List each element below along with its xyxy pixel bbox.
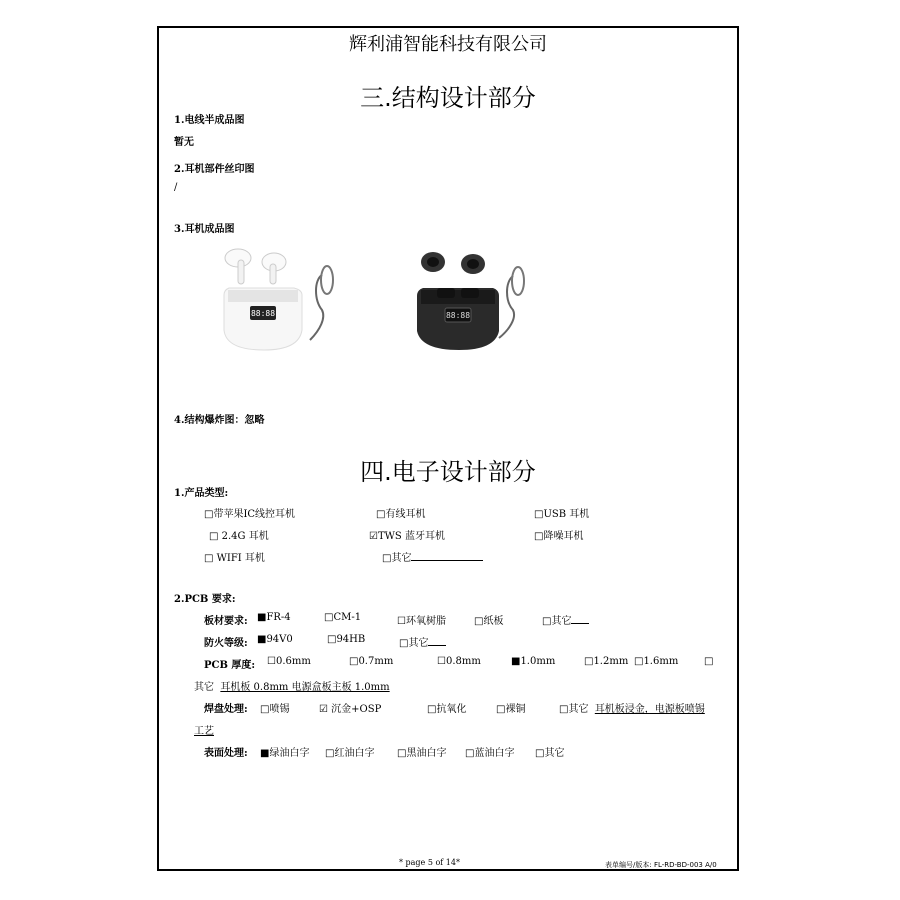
material-cm1[interactable]: □CM-1 xyxy=(324,612,362,623)
fire-other[interactable]: □其它 xyxy=(399,634,446,649)
thickness-other[interactable]: 其它 耳机板 0.8mm 电源盒板主板 1.0mm xyxy=(194,682,390,693)
option-other[interactable]: □其它 xyxy=(382,549,483,564)
option-noise-cancel[interactable]: □降噪耳机 xyxy=(534,531,584,542)
item2-value: / xyxy=(174,182,178,193)
section3-title: 三.结构设计部分 xyxy=(360,84,536,112)
item2-label: 2.耳机部件丝印图 xyxy=(174,164,255,175)
company-name: 辉利浦智能科技有限公司 xyxy=(349,34,547,55)
page-number: * page 5 of 14* xyxy=(399,858,460,867)
thickness-other-box[interactable]: □ xyxy=(704,656,714,667)
material-fr4[interactable]: ■FR-4 xyxy=(257,612,291,623)
option-usb[interactable]: □USB 耳机 xyxy=(534,509,590,520)
surface-other[interactable]: □其它 xyxy=(535,748,565,759)
form-number: 表单编号/版本: FL-RD-BD-003 A/0 xyxy=(605,861,717,869)
black-case-display: 88:88 xyxy=(445,311,471,320)
option-tws[interactable]: ☑TWS 蓝牙耳机 xyxy=(369,531,445,542)
pad-antioxidation[interactable]: □抗氧化 xyxy=(427,704,467,715)
white-case-display: 88:88 xyxy=(250,309,276,318)
other-blank-line[interactable] xyxy=(411,551,483,561)
option-wired[interactable]: □有线耳机 xyxy=(376,509,426,520)
material-epoxy[interactable]: ☐环氧树脂 xyxy=(397,616,446,627)
option-wifi[interactable]: □ WIFI 耳机 xyxy=(204,553,265,564)
black-earbuds-image xyxy=(409,246,539,356)
item4-label: 4.结构爆炸图：忽略 xyxy=(174,415,265,426)
pad-hasl[interactable]: □喷锡 xyxy=(260,704,290,715)
white-earbuds-image xyxy=(214,240,344,355)
surface-red[interactable]: □红油白字 xyxy=(325,748,375,759)
surface-label: 表面处理: xyxy=(204,748,248,759)
document-page xyxy=(157,26,739,871)
thickness-0-6[interactable]: ☐0.6mm xyxy=(267,656,311,667)
thickness-1-2[interactable]: □1.2mm xyxy=(584,656,629,667)
product-type-label: 1.产品类型: xyxy=(174,488,229,499)
pad-bare-copper[interactable]: □裸铜 xyxy=(496,704,526,715)
thickness-1-0[interactable]: ■1.0mm xyxy=(511,656,556,667)
material-other[interactable]: □其它 xyxy=(542,612,589,627)
thickness-label: PCB 厚度: xyxy=(204,660,256,671)
fire-94v0[interactable]: ■94V0 xyxy=(257,634,293,645)
material-label: 板材要求: xyxy=(204,616,248,627)
material-paper[interactable]: □纸板 xyxy=(474,616,504,627)
item1-value: 暂无 xyxy=(174,137,194,148)
item3-label: 3.耳机成品图 xyxy=(174,224,235,235)
fire-94hb[interactable]: □94HB xyxy=(327,634,366,645)
section4-title: 四.电子设计部分 xyxy=(360,458,536,486)
fire-label: 防火等级: xyxy=(204,638,248,649)
pad-label: 焊盘处理: xyxy=(204,704,248,715)
pad-enig-osp[interactable]: ☑ 沉金+OSP xyxy=(319,704,382,715)
surface-green[interactable]: ■绿油白字 xyxy=(260,748,310,759)
pad-other[interactable]: □其它 耳机板浸金，电源板喷锡 xyxy=(559,704,705,715)
pad-other-cont: 工艺 xyxy=(194,726,214,737)
item1-label: 1.电线半成品图 xyxy=(174,115,245,126)
pcb-label: 2.PCB 要求: xyxy=(174,594,236,605)
thickness-1-6[interactable]: □1.6mm xyxy=(634,656,679,667)
thickness-0-7[interactable]: □0.7mm xyxy=(349,656,394,667)
option-apple-ic[interactable]: □带苹果IC线控耳机 xyxy=(204,509,296,520)
option-2-4g[interactable]: □ 2.4G 耳机 xyxy=(209,531,269,542)
surface-blue[interactable]: □蓝油白字 xyxy=(465,748,515,759)
surface-black[interactable]: □黑油白字 xyxy=(397,748,447,759)
thickness-0-8[interactable]: ☐0.8mm xyxy=(437,656,481,667)
